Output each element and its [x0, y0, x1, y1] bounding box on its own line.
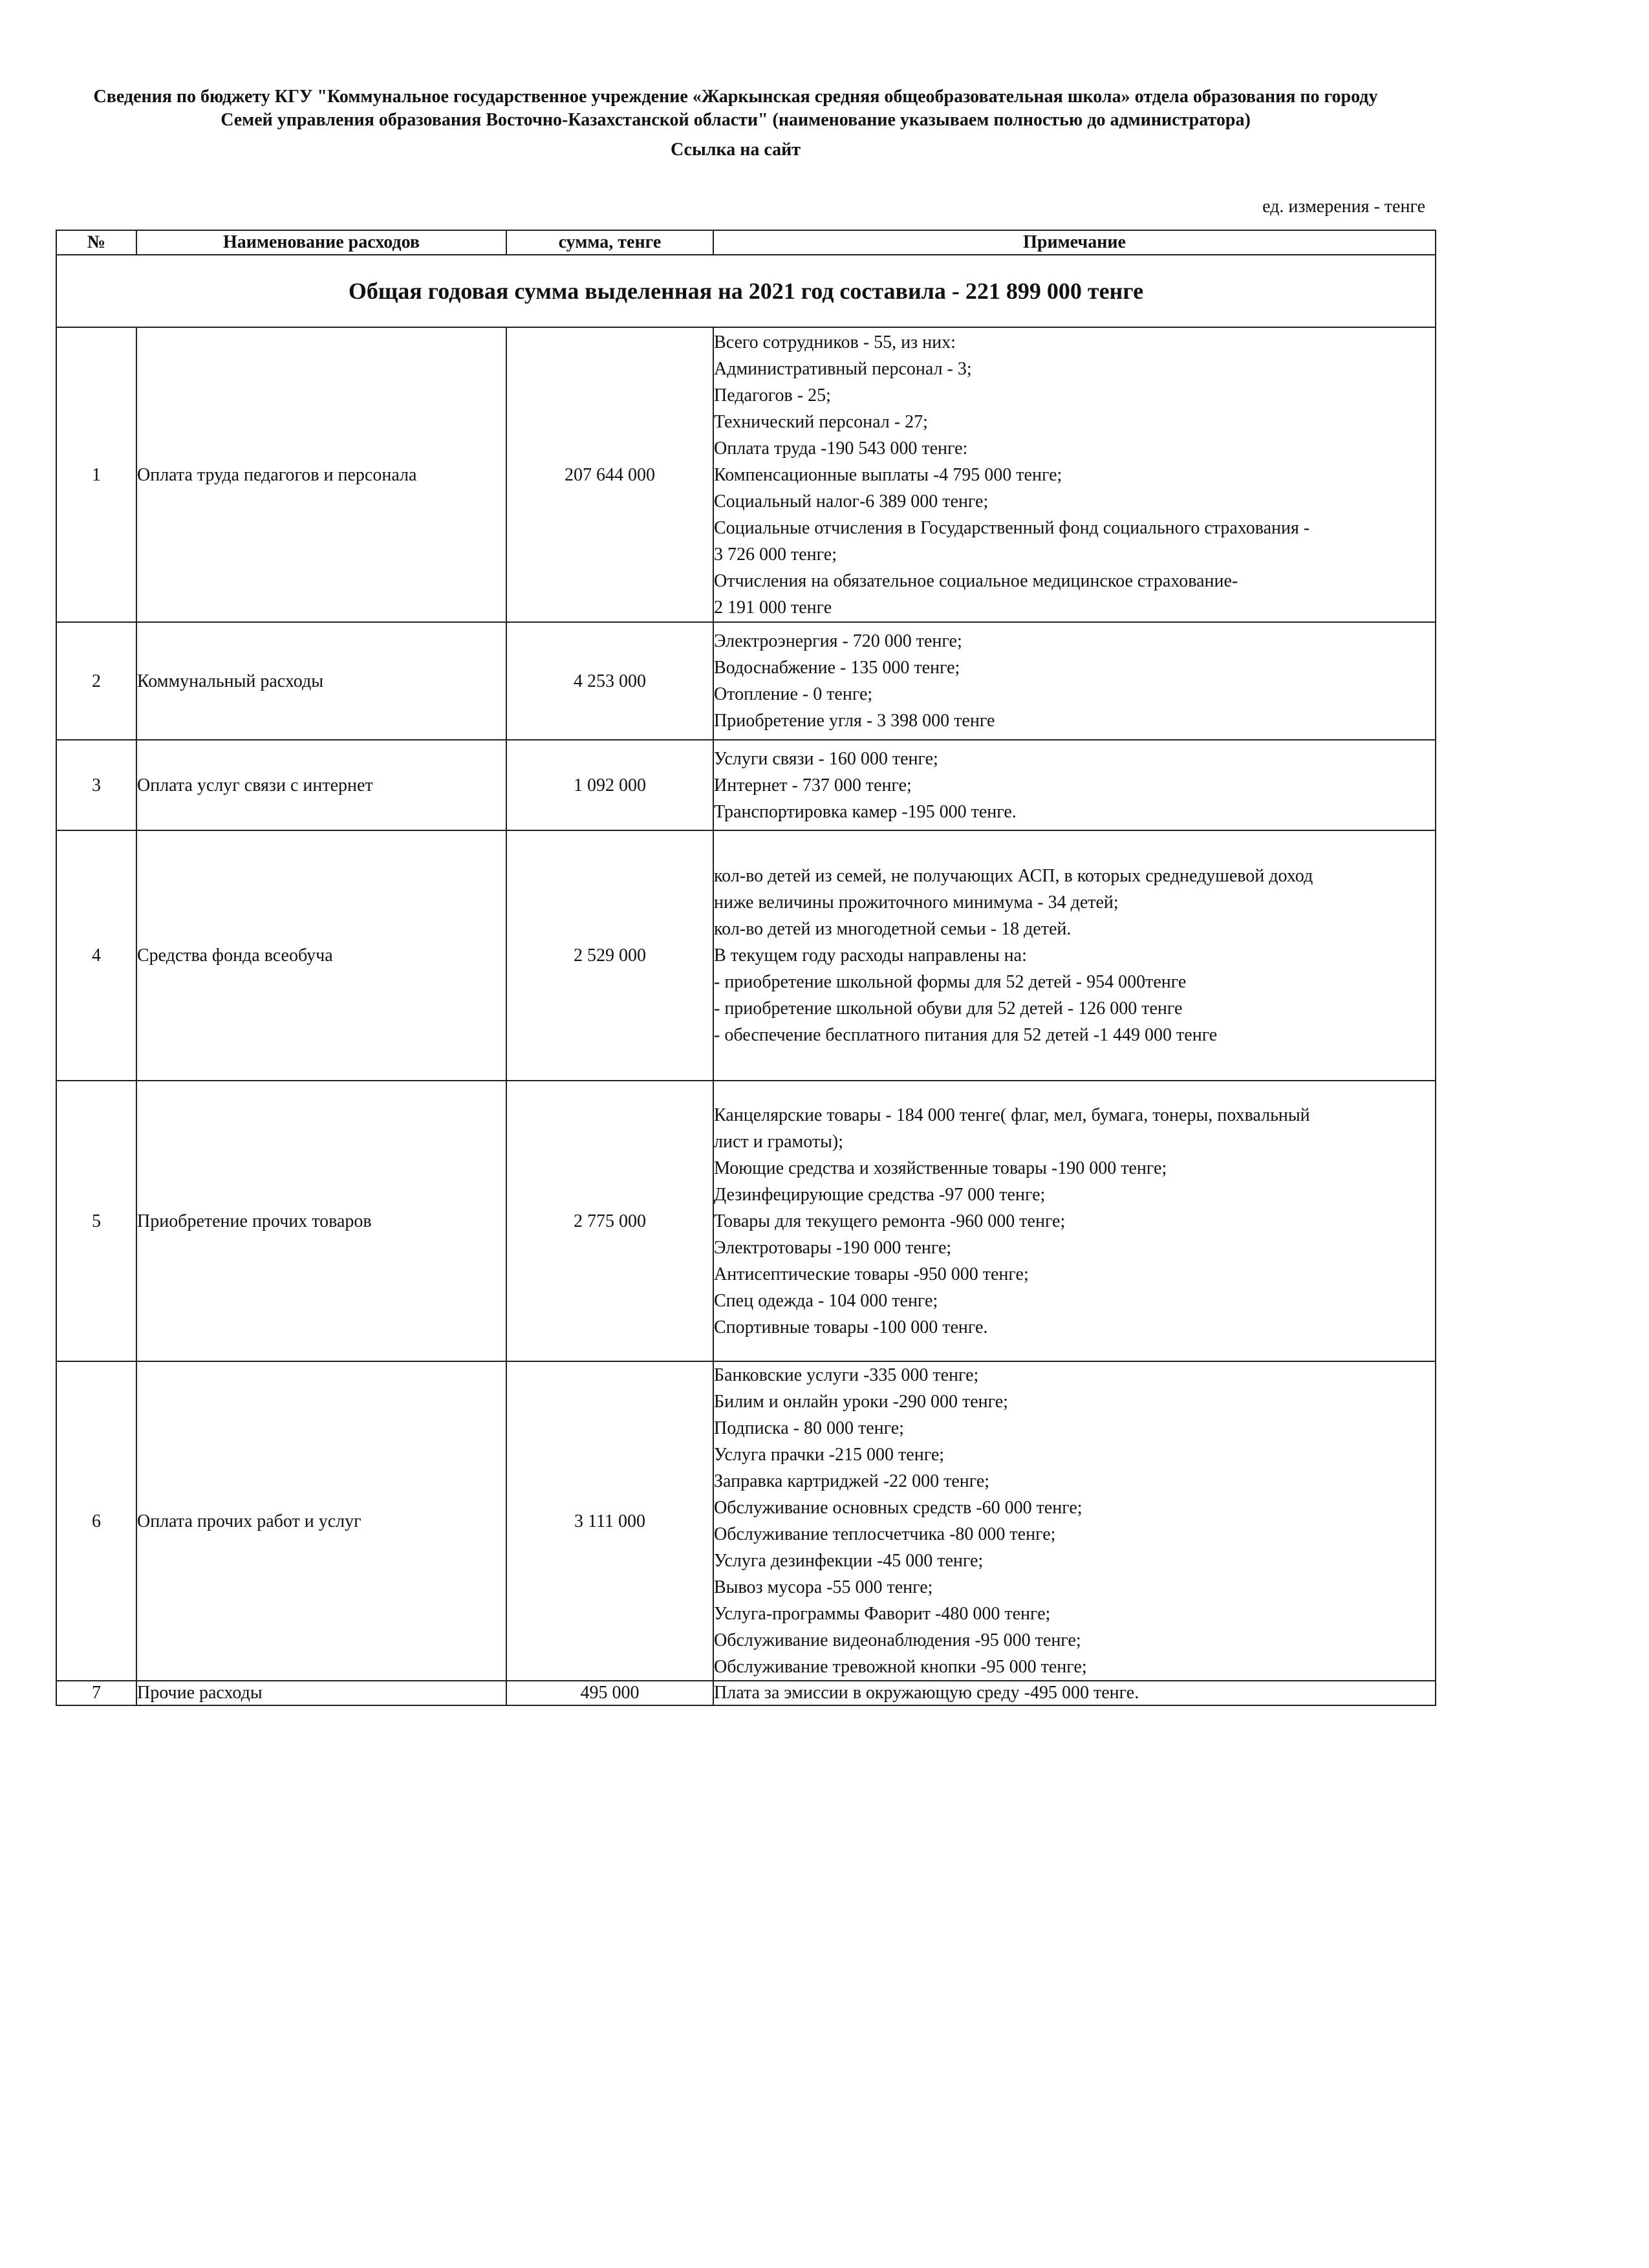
note-line: 2 191 000 тенге [714, 597, 832, 618]
note-line: Интернет - 737 000 тенге; [714, 775, 912, 795]
expense-name: Оплата труда педагогов и персонала [136, 327, 506, 622]
note-line: Плата за эмиссии в окружающую среду -495 000 тенге. [714, 1683, 1139, 1703]
document-title: Сведения по бюджету КГУ "Коммунальное государственное учреждение «Жаркынская средняя общеобразовательная школа» отдела образования по городу Семей управления образования Восточно-Казахстанской области" (наименование указываем полностью до администратора) [93, 87, 1378, 130]
table-row [56, 327, 1436, 622]
expense-name: Прочие расходы [136, 1681, 506, 1705]
expense-note [713, 622, 1436, 740]
table-row [56, 622, 1436, 740]
note-line: Подписка - 80 000 тенге; [714, 1418, 904, 1438]
row-number: 4 [56, 830, 136, 1081]
note-line: - приобретение школьной формы для 52 детей - 954 000тенге [714, 972, 1187, 992]
note-line: Спортивные товары -100 000 тенге. [714, 1317, 988, 1337]
note-line: Водоснабжение - 135 000 тенге; [714, 658, 960, 678]
note-line: Социальные отчисления в Государственный фонд социального страхования - [714, 517, 1310, 538]
row-number: 6 [56, 1361, 136, 1681]
table-row [56, 1081, 1436, 1361]
expense-note [713, 1681, 1436, 1705]
expense-sum: 495 000 [506, 1681, 713, 1705]
row-number: 5 [56, 1081, 136, 1361]
document-header [91, 85, 1381, 162]
budget-table [56, 230, 1436, 1706]
table-row [56, 740, 1436, 830]
table-header-row [56, 230, 1436, 255]
expense-name: Коммунальный расходы [136, 622, 506, 740]
note-line: Моющие средства и хозяйственные товары -190 000 тенге; [714, 1158, 1167, 1178]
note-line: Отчисления на обязательное социальное медицинское страхование- [714, 570, 1238, 591]
total-row [56, 255, 1436, 327]
note-line: - обеспечение бесплатного питания для 52 детей -1 449 000 тенге [714, 1025, 1218, 1045]
note-line: Обслуживание тревожной кнопки -95 000 тенге; [714, 1657, 1087, 1677]
expense-sum: 1 092 000 [506, 740, 713, 830]
table-row [56, 830, 1436, 1081]
expense-note [713, 1361, 1436, 1681]
note-line: Заправка картриджей -22 000 тенге; [714, 1471, 990, 1491]
row-number: 3 [56, 740, 136, 830]
note-line: лист и грамоты); [714, 1131, 844, 1152]
note-line: Услуги связи - 160 000 тенге; [714, 748, 938, 769]
row-number: 1 [56, 327, 136, 622]
expense-sum: 4 253 000 [506, 622, 713, 740]
note-line: Приобретение угля - 3 398 000 тенге [714, 711, 995, 731]
column-header-note: Примечание [713, 230, 1436, 255]
note-line: Педагогов - 25; [714, 385, 831, 405]
table-row [56, 1681, 1436, 1705]
note-line: Отопление - 0 тенге; [714, 684, 873, 704]
note-line: Обслуживание видеонаблюдения -95 000 тенге; [714, 1630, 1081, 1650]
note-line: 3 726 000 тенге; [714, 544, 837, 565]
expense-sum: 3 111 000 [506, 1361, 713, 1681]
column-header-number: № [56, 230, 136, 255]
note-line: Обслуживание основных средств -60 000 тенге; [714, 1498, 1083, 1518]
column-header-name: Наименование расходов [136, 230, 506, 255]
note-line: Социальный налог-6 389 000 тенге; [714, 491, 989, 512]
note-line: Компенсационные выплаты -4 795 000 тенге; [714, 464, 1062, 485]
expense-name: Средства фонда всеобуча [136, 830, 506, 1081]
note-line: Товары для текущего ремонта -960 000 тенге; [714, 1211, 1066, 1231]
site-link-label: Ссылка на сайт [670, 140, 801, 160]
row-number: 2 [56, 622, 136, 740]
note-line: кол-во детей из семей, не получающих АСП, в которых среднедушевой доход [714, 866, 1313, 886]
note-line: Услуга прачки -215 000 тенге; [714, 1445, 945, 1465]
note-line: В текущем году расходы направлены на: [714, 945, 1027, 966]
note-line: Банковские услуги -335 000 тенге; [714, 1365, 979, 1385]
note-line: Услуга дезинфекции -45 000 тенге; [714, 1551, 984, 1571]
note-line: Услуга-программы Фаворит -480 000 тенге; [714, 1604, 1051, 1624]
column-header-sum: сумма, тенге [506, 230, 713, 255]
note-line: Обслуживание теплосчетчика -80 000 тенге; [714, 1524, 1056, 1544]
note-line: Административный персонал - 3; [714, 358, 972, 379]
expense-sum: 2 529 000 [506, 830, 713, 1081]
note-line: Всего сотрудников - 55, из них: [714, 332, 956, 352]
expense-note [713, 1081, 1436, 1361]
expense-note [713, 740, 1436, 830]
expense-sum: 2 775 000 [506, 1081, 713, 1361]
expense-name: Оплата услуг связи с интернет [136, 740, 506, 830]
note-line: - приобретение школьной обуви для 52 детей - 126 000 тенге [714, 999, 1183, 1019]
note-line: Антисептические товары -950 000 тенге; [714, 1264, 1029, 1284]
units-note: ед. измерения - тенге [1262, 197, 1425, 217]
note-line: Транспортировка камер -195 000 тенге. [714, 801, 1017, 822]
note-line: Спец одежда - 104 000 тенге; [714, 1290, 938, 1311]
expense-name: Приобретение прочих товаров [136, 1081, 506, 1361]
note-line: кол-во детей из многодетной семьи - 18 детей. [714, 919, 1072, 939]
table-row [56, 1361, 1436, 1681]
expense-note [713, 830, 1436, 1081]
note-line: ниже величины прожиточного минимума - 34 детей; [714, 892, 1119, 913]
note-line: Технический персонал - 27; [714, 411, 928, 432]
note-line: Электроэнергия - 720 000 тенге; [714, 631, 962, 651]
note-line: Электротовары -190 000 тенге; [714, 1237, 952, 1258]
note-line: Канцелярские товары - 184 000 тенге( флаг, мел, бумага, тонеры, похвальный [714, 1105, 1310, 1125]
expense-name: Оплата прочих работ и услуг [136, 1361, 506, 1681]
row-number: 7 [56, 1681, 136, 1705]
total-amount-text: Общая годовая сумма выделенная на 2021 год составила - 221 899 000 тенге [56, 255, 1436, 327]
note-line: Билим и онлайн уроки -290 000 тенге; [714, 1392, 1008, 1412]
note-line: Оплата труда -190 543 000 тенге: [714, 438, 968, 459]
note-line: Вывоз мусора -55 000 тенге; [714, 1577, 933, 1597]
note-line: Дезинфецирующие средства -97 000 тенге; [714, 1184, 1046, 1205]
expense-sum: 207 644 000 [506, 327, 713, 622]
expense-note [713, 327, 1436, 622]
